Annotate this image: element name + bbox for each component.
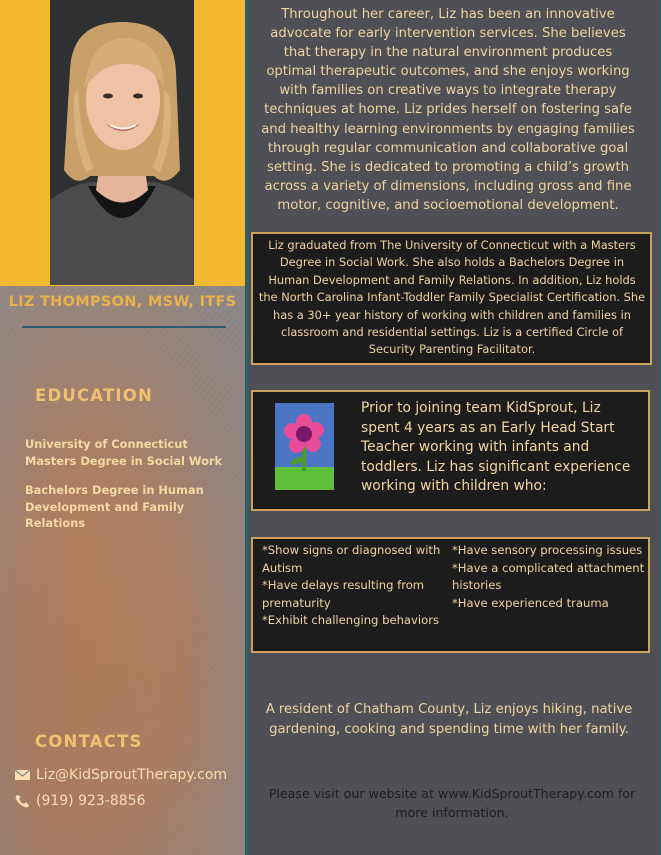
- envelope-icon: [14, 768, 31, 782]
- bio-paragraph-experience: Prior to joining team KidSprout, Liz spent 4 years as an Early Head Start Teacher working with infants and toddlers. Liz has significant experience working with children who:: [361, 400, 631, 495]
- experience-list-left: [262, 542, 447, 630]
- portrait-illustration: [50, 0, 194, 285]
- experience-list-right: [452, 542, 648, 612]
- list-item: *Show signs or diagnosed with Autism: [262, 543, 441, 575]
- phone-icon: [14, 794, 31, 808]
- bio-paragraph-career: Throughout her career, Liz has been an innovative advocate for early intervention services. She believes that therapy in the natural environment produces optimal therapeutic outcomes, and she enjoys working with families on creative ways to integrate therapy techniques at home. Liz prides herself on fostering safe and healthy learning environments by engaging families through regular communication and collaborative goal setting. She is dedicated to promoting a child’s growth across a variety of dimensions, including gross and fine motor, cognitive, and socioemotional development.: [261, 7, 635, 213]
- bio-paragraph-education: Liz graduated from The University of Connecticut with a Masters Degree in Social Work. She also holds a Bachelors Degree in Human Development and Family Relations. In addition, Liz holds the North Carolina Infant-Toddler Family Specialist Certification. She has a 30+ year history of working with children and families in classroom and residential settings. Liz is a certified Circle of Security Parenting Facilitator.: [258, 238, 646, 357]
- contact-phone[interactable]: (919) 923-8856: [36, 793, 146, 809]
- profile-name: LIZ THOMPSON, MSW, ITFS: [8, 294, 237, 310]
- contact-email-row[interactable]: [14, 767, 227, 783]
- list-item: *Have delays resulting from prematurity: [262, 578, 425, 610]
- contacts-heading: CONTACTS: [35, 732, 143, 751]
- education-item-masters: University of Connecticut Masters Degree in Social Work: [25, 437, 223, 468]
- contact-phone-row[interactable]: [14, 793, 146, 809]
- list-item: *Exhibit challenging behaviors: [262, 613, 440, 628]
- name-divider: [22, 326, 226, 328]
- website-note: Please visit our website at www.KidSproutTherapy.com for more information.: [268, 786, 636, 820]
- list-item: *Have sensory processing issues: [452, 543, 643, 557]
- list-item: *Have a complicated attachment histories: [452, 560, 645, 593]
- education-heading: EDUCATION: [35, 386, 153, 405]
- profile-photo: [50, 0, 194, 285]
- list-item: *Have experienced trauma: [452, 595, 609, 610]
- contact-email[interactable]: Liz@KidSproutTherapy.com: [36, 767, 228, 783]
- flower-icon: [275, 403, 334, 490]
- education-item-bachelors: Bachelors Degree in Human Development and Family Relations: [25, 483, 204, 530]
- bio-paragraph-personal: A resident of Chatham County, Liz enjoys hiking, native gardening, cooking and spending time with her family.: [265, 702, 633, 737]
